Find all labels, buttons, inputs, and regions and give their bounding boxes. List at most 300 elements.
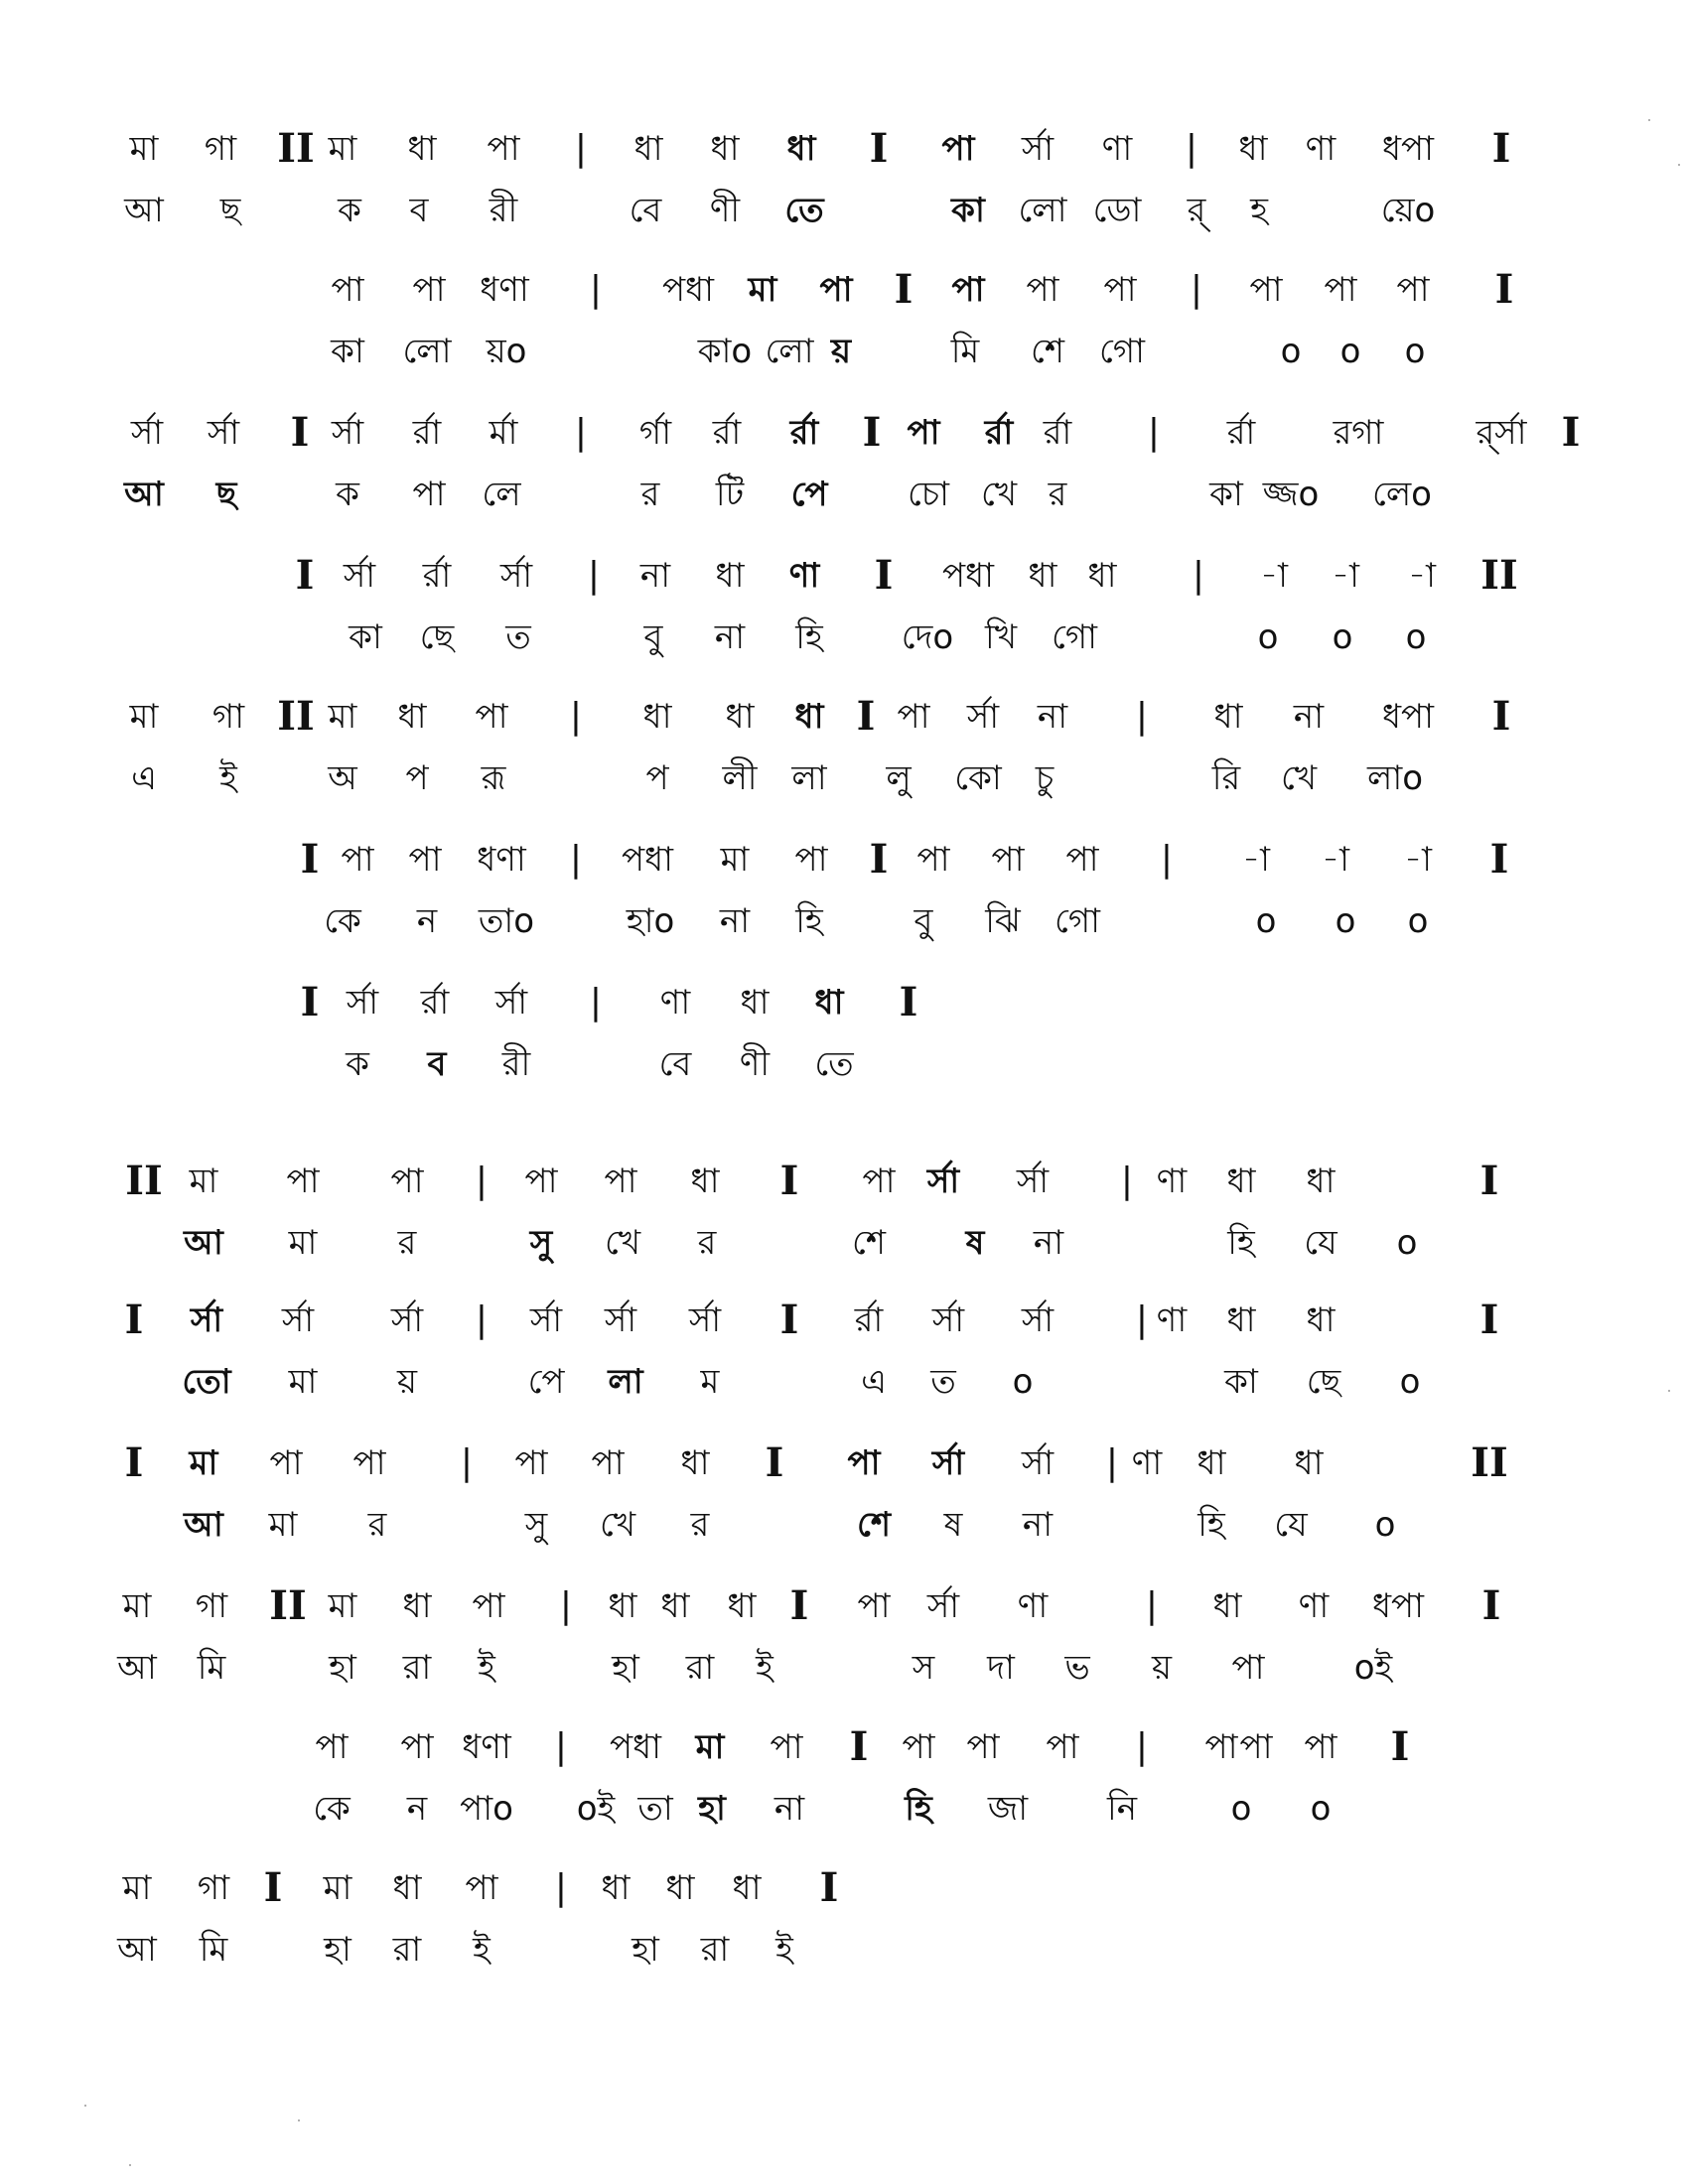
lyric-syllable: আ xyxy=(117,1648,157,1688)
bar-line: | xyxy=(1135,1299,1149,1340)
lyric-syllable: মা xyxy=(288,1223,318,1263)
bar-line: I xyxy=(1481,1582,1501,1629)
lyric-syllable: র xyxy=(640,475,660,514)
note-syllable: র্সা xyxy=(529,1300,563,1340)
note-syllable: পধা xyxy=(942,556,994,596)
bar-line: | xyxy=(1160,839,1174,880)
note-syllable: -া xyxy=(1332,556,1359,596)
bar-line: | xyxy=(589,269,603,310)
note-syllable: মা xyxy=(328,697,357,737)
note-syllable: পা xyxy=(472,1586,505,1626)
note-syllable: পা xyxy=(412,270,446,310)
note-syllable: পা xyxy=(847,1443,881,1483)
note-syllable: পা xyxy=(1204,1727,1238,1767)
lyric-syllable: না xyxy=(1033,1223,1064,1263)
notation-stanza xyxy=(0,403,1688,552)
swaralipi-notes-row xyxy=(0,546,1688,606)
scan-speck xyxy=(129,2164,131,2166)
bar-line: I xyxy=(874,552,894,599)
note-syllable: পা xyxy=(591,1443,625,1483)
bar-line: | xyxy=(1185,128,1198,169)
note-syllable: পা xyxy=(902,1727,935,1767)
note-syllable: ধণা xyxy=(462,1727,511,1767)
lyric-syllable: র xyxy=(1048,475,1067,514)
note-syllable: ধা xyxy=(633,129,663,169)
note-syllable: ধণা xyxy=(477,840,526,880)
note-syllable: ণা xyxy=(1017,1586,1049,1626)
note-syllable: পা xyxy=(1304,1727,1337,1767)
lyric-syllable: শে xyxy=(857,1505,891,1545)
swaralipi-notes-row xyxy=(0,973,1688,1032)
bar-line: II xyxy=(277,125,315,172)
lyrics-row xyxy=(0,1352,1688,1412)
lyrics-row xyxy=(0,1034,1688,1094)
lyrics-row xyxy=(0,1779,1688,1839)
note-syllable: ণা xyxy=(1156,1161,1188,1201)
note-syllable: ধা xyxy=(407,129,437,169)
lyric-syllable: র xyxy=(367,1505,387,1545)
note-syllable: না xyxy=(639,556,671,596)
lyrics-row xyxy=(0,1495,1688,1555)
lyric-syllable: তা xyxy=(637,1789,673,1829)
note-syllable: ধা xyxy=(1087,556,1117,596)
note-syllable: র্রা xyxy=(984,413,1014,453)
bar-line: | xyxy=(589,982,603,1023)
lyric-syllable: শে xyxy=(852,1223,886,1263)
lyrics-row xyxy=(0,1920,1688,1979)
lyric-syllable: লে xyxy=(482,475,521,514)
bar-line: I xyxy=(849,1723,869,1770)
lyric-syllable: o xyxy=(1332,617,1353,657)
lyric-syllable: o xyxy=(1255,901,1277,941)
note-syllable: র্সা xyxy=(343,556,376,596)
notation-stanza xyxy=(0,546,1688,695)
note-syllable: ধা xyxy=(601,1868,631,1908)
note-syllable: পা xyxy=(1065,840,1099,880)
bar-line: I xyxy=(124,1297,144,1343)
lyric-syllable: এ xyxy=(861,1362,887,1402)
lyric-syllable: খে xyxy=(980,475,1018,514)
bar-line: I xyxy=(765,1439,784,1486)
swaralipi-notes-row xyxy=(0,1717,1688,1777)
lyrics-row xyxy=(0,465,1688,524)
lyric-syllable: সু xyxy=(524,1505,548,1545)
note-syllable: ধা xyxy=(1212,1586,1242,1626)
note-syllable: পা xyxy=(286,1161,320,1201)
note-syllable: পা xyxy=(390,1161,424,1201)
lyric-syllable: o xyxy=(1399,1362,1421,1402)
bar-line: I xyxy=(295,552,315,599)
bar-line: | xyxy=(554,1726,568,1767)
note-syllable: মা xyxy=(189,1443,218,1483)
bar-line: I xyxy=(1479,1158,1499,1204)
bar-line: | xyxy=(1135,696,1149,737)
notation-stanza xyxy=(0,260,1688,409)
lyric-syllable: ই xyxy=(478,1648,495,1688)
lyric-syllable: হ xyxy=(1250,191,1268,230)
lyric-syllable: o xyxy=(1407,901,1429,941)
note-syllable: র্রা xyxy=(854,1300,884,1340)
note-syllable: পা xyxy=(819,270,853,310)
lyric-syllable: র xyxy=(397,1223,417,1263)
lyric-syllable: আ xyxy=(184,1223,223,1263)
lyric-syllable: হি xyxy=(1227,1223,1255,1263)
swaralipi-notes-row xyxy=(0,260,1688,320)
lyric-syllable: o xyxy=(1404,332,1426,371)
note-syllable: পা xyxy=(487,129,520,169)
lyric-syllable: লু xyxy=(886,758,912,798)
note-syllable: ধা xyxy=(715,556,745,596)
lyric-syllable: রা xyxy=(402,1648,432,1688)
lyrics-row xyxy=(0,181,1688,240)
lyric-syllable: হা xyxy=(698,1789,726,1829)
note-syllable: র্সা xyxy=(1021,1443,1055,1483)
note-syllable: মা xyxy=(122,1868,152,1908)
bar-line: | xyxy=(1135,1726,1149,1767)
lyric-syllable: ই xyxy=(775,1930,793,1970)
lyric-syllable: ভ xyxy=(1064,1648,1090,1688)
scan-speck xyxy=(84,2105,86,2107)
lyric-syllable: মা xyxy=(268,1505,298,1545)
lyric-syllable: ণী xyxy=(739,1044,771,1084)
lyric-syllable: ছে xyxy=(419,617,455,657)
lyric-syllable: ছ xyxy=(219,191,241,230)
lyric-syllable: o xyxy=(1280,332,1302,371)
notation-stanza xyxy=(0,1858,1688,2007)
note-syllable: পা xyxy=(794,840,828,880)
bar-line: | xyxy=(574,412,588,453)
bar-line: II xyxy=(125,1158,163,1204)
lyric-syllable: য় xyxy=(396,1362,418,1402)
note-syllable: মা xyxy=(695,1727,725,1767)
lyric-syllable: o xyxy=(1012,1362,1034,1402)
lyric-syllable: হা xyxy=(329,1648,356,1688)
note-syllable: র্সা xyxy=(1016,1161,1050,1201)
lyric-syllable: প xyxy=(405,758,429,798)
lyric-syllable: লো xyxy=(765,332,814,371)
notation-stanza xyxy=(0,1576,1688,1725)
note-syllable: র্সা xyxy=(494,983,528,1023)
bar-line: I xyxy=(300,836,320,883)
note-syllable: মা xyxy=(748,270,777,310)
swaralipi-notes-row xyxy=(0,119,1688,179)
note-syllable: ণা xyxy=(1101,129,1133,169)
note-syllable: ণা xyxy=(1305,129,1336,169)
note-syllable: র্রা xyxy=(1043,413,1072,453)
note-syllable: পা xyxy=(400,1727,434,1767)
note-syllable: মা xyxy=(122,1586,152,1626)
lyric-syllable: হা xyxy=(632,1930,659,1970)
lyric-syllable: লা xyxy=(791,758,827,798)
lyric-syllable: খি xyxy=(984,617,1018,657)
lyric-syllable: কো xyxy=(954,758,1002,798)
bar-line: | xyxy=(1192,555,1205,596)
bar-line: I xyxy=(1479,1297,1499,1343)
lyric-syllable: না xyxy=(774,1789,805,1829)
lyric-syllable: ছ xyxy=(215,475,237,514)
lyric-syllable: খে xyxy=(604,1223,641,1263)
note-syllable: পা xyxy=(862,1161,896,1201)
lyric-syllable: না xyxy=(1022,1505,1054,1545)
lyric-syllable: জ্জo xyxy=(1262,475,1320,514)
note-syllable: র্সা xyxy=(966,697,1000,737)
note-syllable: র্সা xyxy=(130,413,164,453)
note-syllable: মা xyxy=(129,129,159,169)
note-syllable: পা xyxy=(1046,1727,1079,1767)
bar-line: I xyxy=(1494,266,1514,313)
bar-line: I xyxy=(789,1582,809,1629)
note-syllable: র্মা xyxy=(489,413,518,453)
note-syllable: ধপা xyxy=(1372,1586,1424,1626)
note-syllable: ধপা xyxy=(1382,697,1434,737)
lyric-syllable: ব xyxy=(409,191,429,230)
lyric-syllable: লী xyxy=(722,758,758,798)
note-syllable: পা xyxy=(465,1868,498,1908)
bar-line: | xyxy=(574,128,588,169)
lyrics-row xyxy=(0,322,1688,381)
note-syllable: পধা xyxy=(662,270,714,310)
lyric-syllable: তে xyxy=(784,191,824,230)
bar-line: II xyxy=(269,1582,307,1629)
bar-line: | xyxy=(1190,269,1203,310)
bar-line: I xyxy=(1491,693,1511,740)
lyric-syllable: সু xyxy=(529,1223,553,1263)
lyric-syllable: লাo xyxy=(1367,758,1423,798)
note-syllable: র্রা xyxy=(712,413,742,453)
lyric-syllable: দেo xyxy=(901,617,954,657)
note-syllable: পা xyxy=(408,840,442,880)
note-syllable: মা xyxy=(720,840,750,880)
note-syllable: ধা xyxy=(1226,1300,1256,1340)
lyrics-row xyxy=(0,749,1688,808)
note-syllable: র্সা xyxy=(207,413,240,453)
note-syllable: ণা xyxy=(659,983,691,1023)
notation-stanza xyxy=(0,687,1688,836)
lyrics-row xyxy=(0,891,1688,951)
lyric-syllable: লেo xyxy=(1372,475,1432,514)
note-syllable: ধা xyxy=(710,129,740,169)
bar-line: I xyxy=(1491,125,1511,172)
lyric-syllable: টি xyxy=(715,475,745,514)
lyric-syllable: পে xyxy=(527,1362,565,1402)
lyric-syllable: আ xyxy=(124,191,164,230)
bar-line: I xyxy=(1489,836,1509,883)
note-syllable: র্সা xyxy=(688,1300,722,1340)
lyric-syllable: ই xyxy=(756,1648,774,1688)
swaralipi-notes-row xyxy=(0,1291,1688,1350)
lyric-syllable: রা xyxy=(685,1648,715,1688)
swaralipi-notes-row xyxy=(0,1858,1688,1918)
lyric-syllable: চু xyxy=(1035,758,1055,798)
lyric-syllable: দা xyxy=(987,1648,1015,1688)
lyric-syllable: য় xyxy=(830,332,852,371)
lyric-syllable: বু xyxy=(914,901,933,941)
note-syllable: র্সা xyxy=(281,1300,315,1340)
notation-stanza xyxy=(0,1717,1688,1866)
lyric-syllable: বু xyxy=(643,617,663,657)
bar-line: II xyxy=(1471,1439,1508,1486)
bar-line: | xyxy=(1145,1585,1159,1626)
bar-line: I xyxy=(899,979,918,1025)
lyric-syllable: o xyxy=(1230,1789,1252,1829)
note-syllable: মা xyxy=(129,697,159,737)
lyric-syllable: ছে xyxy=(1306,1362,1341,1402)
note-syllable: ধা xyxy=(402,1586,432,1626)
note-syllable: ধা xyxy=(727,1586,757,1626)
lyric-syllable: ত xyxy=(505,617,531,657)
lyric-syllable: ঝি xyxy=(985,901,1021,941)
lyric-syllable: তাo xyxy=(478,901,535,941)
lyric-syllable: পে xyxy=(790,475,828,514)
lyric-syllable: o xyxy=(1310,1789,1332,1829)
note-syllable: ধা xyxy=(732,1868,762,1908)
scan-speck xyxy=(1678,164,1680,166)
note-syllable: ধা xyxy=(642,697,672,737)
note-syllable: পা xyxy=(514,1443,548,1483)
scan-speck xyxy=(1648,119,1650,121)
lyric-syllable: খে xyxy=(599,1505,636,1545)
bar-line: | xyxy=(475,1160,489,1201)
note-syllable: র্সা xyxy=(499,556,533,596)
bar-line: I xyxy=(869,836,889,883)
lyric-syllable: ব xyxy=(427,1044,447,1084)
bar-line: I xyxy=(124,1439,144,1486)
lyric-syllable: রি xyxy=(1211,758,1241,798)
note-syllable: গা xyxy=(195,1586,228,1626)
bar-line: I xyxy=(263,1864,283,1911)
note-syllable: পা xyxy=(315,1727,349,1767)
notation-stanza xyxy=(0,973,1688,1122)
note-syllable: ধা xyxy=(1238,129,1268,169)
note-syllable: র্সা xyxy=(331,413,364,453)
lyric-syllable: য়o xyxy=(486,332,527,371)
note-syllable: র্সা xyxy=(1021,1300,1055,1340)
note-syllable: ধা xyxy=(690,1161,720,1201)
note-syllable: র্সা xyxy=(926,1161,960,1201)
lyric-syllable: o xyxy=(1405,617,1427,657)
lyric-syllable: o xyxy=(1339,332,1361,371)
note-syllable: পধা xyxy=(610,1727,661,1767)
note-syllable: মা xyxy=(328,1586,357,1626)
lyric-syllable: ই xyxy=(473,1930,491,1970)
bar-line: I xyxy=(1390,1723,1410,1770)
note-syllable: পা xyxy=(1324,270,1357,310)
bar-line: I xyxy=(869,125,889,172)
note-syllable: র্সা xyxy=(931,1300,965,1340)
lyric-syllable: না xyxy=(714,617,746,657)
lyric-syllable: খে xyxy=(1280,758,1318,798)
lyric-syllable: শে xyxy=(1031,332,1064,371)
note-syllable: -া xyxy=(1322,840,1349,880)
lyric-syllable: ই xyxy=(219,758,237,798)
lyric-syllable: কে xyxy=(313,1789,351,1829)
lyric-syllable: য় xyxy=(1151,1648,1173,1688)
lyric-syllable: কা xyxy=(349,617,382,657)
note-syllable: র্সা xyxy=(604,1300,637,1340)
lyric-syllable: এ xyxy=(131,758,157,798)
lyric-syllable: oই xyxy=(1353,1648,1393,1688)
note-syllable: র্গা xyxy=(638,413,672,453)
lyric-syllable: কা xyxy=(331,332,364,371)
lyric-syllable: oই xyxy=(576,1789,616,1829)
lyric-syllable: কা xyxy=(1209,475,1243,514)
lyric-syllable: লো xyxy=(1018,191,1067,230)
lyric-syllable: আ xyxy=(184,1505,223,1545)
scan-speck xyxy=(1668,1390,1670,1392)
lyric-syllable: তে xyxy=(814,1044,854,1084)
lyric-syllable: মা xyxy=(288,1362,318,1402)
lyric-syllable: য়েo xyxy=(1380,191,1436,230)
bar-line: | xyxy=(1147,412,1161,453)
note-syllable: না xyxy=(1037,697,1068,737)
swaralipi-notes-row xyxy=(0,687,1688,747)
note-syllable: ণা xyxy=(1131,1443,1163,1483)
lyric-syllable: কাo xyxy=(697,332,753,371)
lyric-syllable: যে xyxy=(1274,1505,1308,1545)
lyric-syllable: পা xyxy=(412,475,446,514)
note-syllable: -া xyxy=(1404,840,1432,880)
note-syllable: ধা xyxy=(665,1868,695,1908)
lyric-syllable: o xyxy=(1374,1505,1396,1545)
note-syllable: ধা xyxy=(1213,697,1243,737)
lyric-syllable: রী xyxy=(489,191,518,230)
lyric-syllable: o xyxy=(1396,1223,1418,1263)
bar-line: | xyxy=(569,696,583,737)
lyric-syllable: ক xyxy=(336,475,359,514)
swaralipi-notes-row xyxy=(0,830,1688,889)
note-syllable: গা xyxy=(197,1868,230,1908)
lyric-syllable: পাo xyxy=(460,1789,513,1829)
note-syllable: র্রা xyxy=(789,413,819,453)
note-syllable: রগা xyxy=(1333,413,1384,453)
bar-line: I xyxy=(894,266,914,313)
bar-line: | xyxy=(569,839,583,880)
notation-stanza xyxy=(0,1291,1688,1439)
note-syllable: -া xyxy=(1260,556,1288,596)
note-syllable: না xyxy=(1293,697,1325,737)
bar-line: | xyxy=(475,1299,489,1340)
swaralipi-notes-row xyxy=(0,1576,1688,1636)
notation-stanza xyxy=(0,830,1688,979)
note-syllable: ধা xyxy=(660,1586,690,1626)
note-syllable: ধা xyxy=(1028,556,1057,596)
note-syllable: র্সা xyxy=(390,1300,424,1340)
note-syllable: ধা xyxy=(1226,1161,1256,1201)
lyric-syllable: না xyxy=(719,901,751,941)
lyric-syllable: ষ xyxy=(965,1223,985,1263)
lyric-syllable: বে xyxy=(658,1044,692,1084)
lyrics-row xyxy=(0,1638,1688,1698)
note-syllable: পা xyxy=(1249,270,1283,310)
note-syllable: -া xyxy=(1408,556,1436,596)
note-syllable: পা xyxy=(352,1443,386,1483)
note-syllable: পা xyxy=(604,1161,637,1201)
lyric-syllable: ত xyxy=(930,1362,956,1402)
note-syllable: পা xyxy=(991,840,1025,880)
note-syllable: ধা xyxy=(1294,1443,1324,1483)
note-syllable: ধা xyxy=(786,129,816,169)
note-syllable: মা xyxy=(323,1868,352,1908)
bar-line: II xyxy=(277,693,315,740)
note-syllable: পধা xyxy=(622,840,673,880)
note-syllable: ধা xyxy=(397,697,427,737)
note-syllable: ধপা xyxy=(1382,129,1434,169)
bar-line: II xyxy=(1480,552,1518,599)
note-syllable: পা xyxy=(1026,270,1059,310)
lyric-syllable: লা xyxy=(608,1362,643,1402)
note-syllable: পা xyxy=(916,840,950,880)
note-syllable: গা xyxy=(211,697,245,737)
